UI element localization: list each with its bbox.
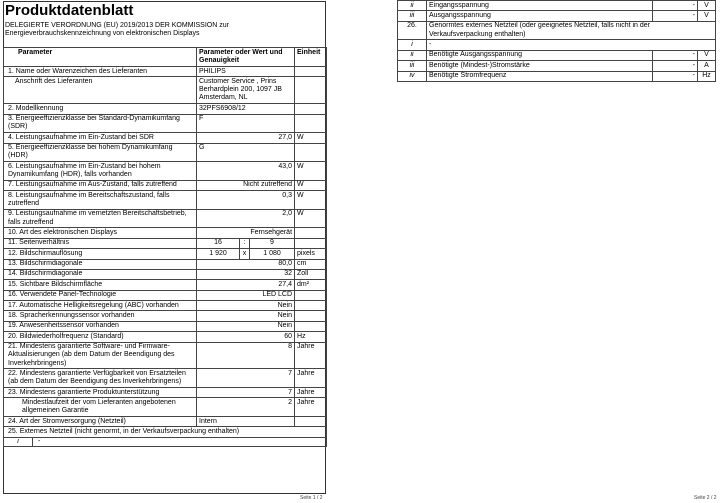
table-row <box>4 290 327 300</box>
row-value: Fernsehgerät <box>197 228 295 238</box>
row-value: 27,4 <box>197 280 295 290</box>
table-row <box>4 398 327 417</box>
row-unit: Hz <box>295 332 327 342</box>
table-row <box>4 133 327 143</box>
row-label: Sichtbare Bildschirmfläche <box>19 280 103 288</box>
row-value: - <box>653 11 698 21</box>
row-value: Nein <box>197 321 295 331</box>
product-data-table <box>3 47 327 447</box>
row-unit: cm <box>295 259 327 269</box>
table-row <box>4 321 327 331</box>
row-label: Leistungsaufnahme im Bereitschaftszustand, falls zutreffend <box>8 191 170 207</box>
row-value: Nein <box>197 311 295 321</box>
row-roman: iii <box>398 11 427 21</box>
table-row <box>4 417 327 427</box>
header-unit: Einheit <box>295 48 327 67</box>
row-value: 27,0 <box>197 133 295 143</box>
row-roman: ii <box>398 1 427 11</box>
row-value: 8 <box>197 342 295 369</box>
row-label: Modellkennung <box>15 104 64 112</box>
row-number: 7. <box>8 181 14 189</box>
row-label: Leistungsaufnahme im Ein-Zustand bei SDR <box>15 133 154 141</box>
row-label: Spracherkennungssensor vorhanden <box>19 312 135 320</box>
row-number: 14. <box>8 270 18 278</box>
product-data-table-continued <box>397 0 716 82</box>
page-2 <box>362 0 720 503</box>
page-number: Seite 1 / 2 <box>300 495 323 501</box>
row-value: Nein <box>197 301 295 311</box>
row-number: 12. <box>8 249 18 257</box>
row-value: - <box>427 40 716 50</box>
row-value: Intern <box>197 417 295 427</box>
table-row <box>398 61 716 71</box>
table-row <box>4 114 327 133</box>
table-row <box>4 249 327 259</box>
table-header-row <box>4 48 327 67</box>
row-value: G <box>197 143 295 162</box>
row-value: 2 <box>197 398 295 417</box>
table-row <box>398 40 716 50</box>
row-number: 4. <box>8 133 14 141</box>
row-number: 3. <box>8 115 14 123</box>
row-number: 20. <box>8 332 18 340</box>
row-label: Benötigte Ausgangsspannung <box>427 50 653 60</box>
table-row <box>4 104 327 114</box>
row-value: 0,3 <box>197 191 295 210</box>
table-row <box>4 209 327 228</box>
row-number: 23. <box>8 388 18 396</box>
row-label: Bildwiederholfrequenz (Standard) <box>19 332 124 340</box>
row-number: 9. <box>8 210 14 218</box>
table-row <box>4 437 327 446</box>
row-value: 60 <box>197 332 295 342</box>
row-unit: Jahre <box>295 388 327 398</box>
row-label: Verwendete Panel-Technologie <box>19 291 117 299</box>
row-label: Ausgangsspannung <box>427 11 653 21</box>
row-value: PHILIPS <box>197 67 295 77</box>
table-row <box>4 228 327 238</box>
table-row <box>4 77 327 104</box>
table-row <box>4 369 327 388</box>
row-value-1: 16 <box>197 238 240 248</box>
row-label: Bildschirmdiagonale <box>19 270 83 278</box>
row-number: 11. <box>8 239 18 247</box>
row-label: Mindestens garantierte Verfügbarkeit von Ersatzteilen (ab dem Datum der Beendigung des Inverkehrbringens) <box>8 370 186 386</box>
row-number: 1. <box>8 67 14 75</box>
row-label: Art des elektronischen Displays <box>19 228 117 236</box>
table-row <box>4 280 327 290</box>
row-number: 2. <box>8 104 14 112</box>
table-row <box>4 67 327 77</box>
row-label: Seitenverhältnis <box>19 239 69 247</box>
row-label: Bildschirmauflösung <box>19 249 83 257</box>
table-row <box>4 238 327 248</box>
row-number: 26. <box>398 21 427 40</box>
row-separator: : <box>240 238 250 248</box>
row-value: 43,0 <box>197 162 295 181</box>
row-label: Bildschirmdiagonale <box>19 260 83 268</box>
row-number: 15. <box>8 280 18 288</box>
row-label: Anwesenheitssensor vorhanden <box>19 322 119 330</box>
row-number: 25. <box>8 427 18 435</box>
table-row <box>4 427 327 437</box>
row-roman: i <box>4 438 33 446</box>
table-row <box>4 162 327 181</box>
table-row <box>4 311 327 321</box>
table-row <box>4 143 327 162</box>
row-value: - <box>653 50 698 60</box>
row-value: Nicht zutreffend <box>197 180 295 190</box>
row-value: - <box>653 1 698 11</box>
row-separator: x <box>240 249 250 259</box>
row-value: Customer Service , Prins Berhardplein 200, 1097 JB Amsterdam, NL <box>197 77 295 104</box>
row-value-2: 1 080 <box>250 249 295 259</box>
row-label: Benötigte Stromfrequenz <box>427 71 653 81</box>
row-number: 24. <box>8 417 18 425</box>
table-row <box>398 50 716 60</box>
header-parameter: Parameter <box>4 48 197 67</box>
regulation-intro: DELEGIERTE VERORDNUNG (EU) 2019/2013 DER KOMMISSION zur Energieverbrauchskennzeichnung von elektronischen Displays <box>5 22 229 38</box>
row-label: Anschrift des Lieferanten <box>4 77 197 104</box>
row-unit: W <box>295 162 327 181</box>
row-label: Eingangsspannung <box>427 1 653 11</box>
row-roman: ii <box>398 50 427 60</box>
row-unit: W <box>295 209 327 228</box>
row-unit: W <box>295 180 327 190</box>
page-1 <box>0 0 329 503</box>
row-unit: V <box>698 50 716 60</box>
row-unit: V <box>698 1 716 11</box>
table-row <box>398 71 716 81</box>
row-number: 21. <box>8 343 18 351</box>
row-value: 80,0 <box>197 259 295 269</box>
row-number: 8. <box>8 191 14 199</box>
row-value: - <box>37 437 41 445</box>
row-label: Energieeffizienzklasse bei hohem Dynamikumfang (HDR) <box>8 144 173 160</box>
row-unit: Zoll <box>295 269 327 279</box>
page-number: Seite 2 / 2 <box>694 495 717 501</box>
row-number: 16. <box>8 291 18 299</box>
row-label: Name oder Warenzeichen des Lieferanten <box>15 67 148 75</box>
row-unit: W <box>295 133 327 143</box>
row-value: 7 <box>197 388 295 398</box>
row-value: 32PFS6908/12 <box>197 104 295 114</box>
row-value: 2,0 <box>197 209 295 228</box>
row-number: 17. <box>8 301 18 309</box>
table-row <box>398 1 716 11</box>
row-number: 13. <box>8 260 18 268</box>
row-label: Mindestens garantierte Produktunterstützung <box>19 388 160 396</box>
row-label: Leistungsaufnahme im vernetzten Bereitschaftsbetrieb, falls zutreffend <box>8 210 187 226</box>
row-value: - <box>653 61 698 71</box>
row-number: 18. <box>8 312 18 320</box>
page-title: Produktdatenblatt <box>5 2 134 19</box>
row-unit: A <box>698 61 716 71</box>
row-label: Externes Netzteil (nicht genormt, in der Verkaufsverpackung enthalten) <box>19 427 240 435</box>
table-row <box>4 301 327 311</box>
row-roman: iv <box>398 71 427 81</box>
row-number: 19. <box>8 322 18 330</box>
row-label: Art der Stromversorgung (Netzteil) <box>19 417 126 425</box>
row-value: 7 <box>197 369 295 388</box>
row-roman: iii <box>398 61 427 71</box>
row-unit: Hz <box>698 71 716 81</box>
row-value: 32 <box>197 269 295 279</box>
table-row <box>398 21 716 40</box>
row-unit: dm² <box>295 280 327 290</box>
row-label: Leistungsaufnahme im Aus-Zustand, falls zutreffend <box>15 181 177 189</box>
row-unit: pixels <box>295 249 327 259</box>
table-row <box>398 11 716 21</box>
row-unit: V <box>698 11 716 21</box>
table-row <box>4 332 327 342</box>
table-row <box>4 388 327 398</box>
table-row <box>4 259 327 269</box>
row-label: Mindestens garantierte Software- und Firmware-Aktualisierungen (ab dem Datum der Beendigung des Inverkehrbringens) <box>8 343 175 367</box>
row-label: Benötigte (Mindest-)Stromstärke <box>427 61 653 71</box>
row-unit: W <box>295 191 327 210</box>
row-number: 10. <box>8 228 18 236</box>
row-label: Automatische Helligkeitsregelung (ABC) vorhanden <box>19 301 179 309</box>
row-roman: i <box>398 40 427 50</box>
row-label: Genormtes externes Netzteil (oder geeignetes Netzteil, falls nicht in der Verkaufsverpackung enthalten) <box>427 21 716 40</box>
row-value: - <box>653 71 698 81</box>
table-row <box>4 180 327 190</box>
row-number: 22. <box>8 370 18 378</box>
row-unit: Jahre <box>295 398 327 417</box>
row-number: 5. <box>8 144 14 152</box>
table-row <box>4 191 327 210</box>
table-row <box>4 269 327 279</box>
row-value-1: 1 920 <box>197 249 240 259</box>
row-value-2: 9 <box>250 238 295 248</box>
row-unit: Jahre <box>295 369 327 388</box>
row-label: Mindestlaufzeit der vom Lieferanten angebotenen allgemeinen Garantie <box>4 398 197 417</box>
table-row <box>4 342 327 369</box>
header-value: Parameter oder Wert und Genauigkeit <box>197 48 295 67</box>
row-value: F <box>197 114 295 133</box>
row-label: Energieeffizienzklasse bei Standard-Dynamikumfang (SDR) <box>8 115 180 131</box>
row-unit: Jahre <box>295 342 327 369</box>
row-label: Leistungsaufnahme im Ein-Zustand bei hohem Dynamikumfang (HDR), falls vorhanden <box>8 162 161 178</box>
row-value: LED LCD <box>197 290 295 300</box>
row-number: 6. <box>8 162 14 170</box>
